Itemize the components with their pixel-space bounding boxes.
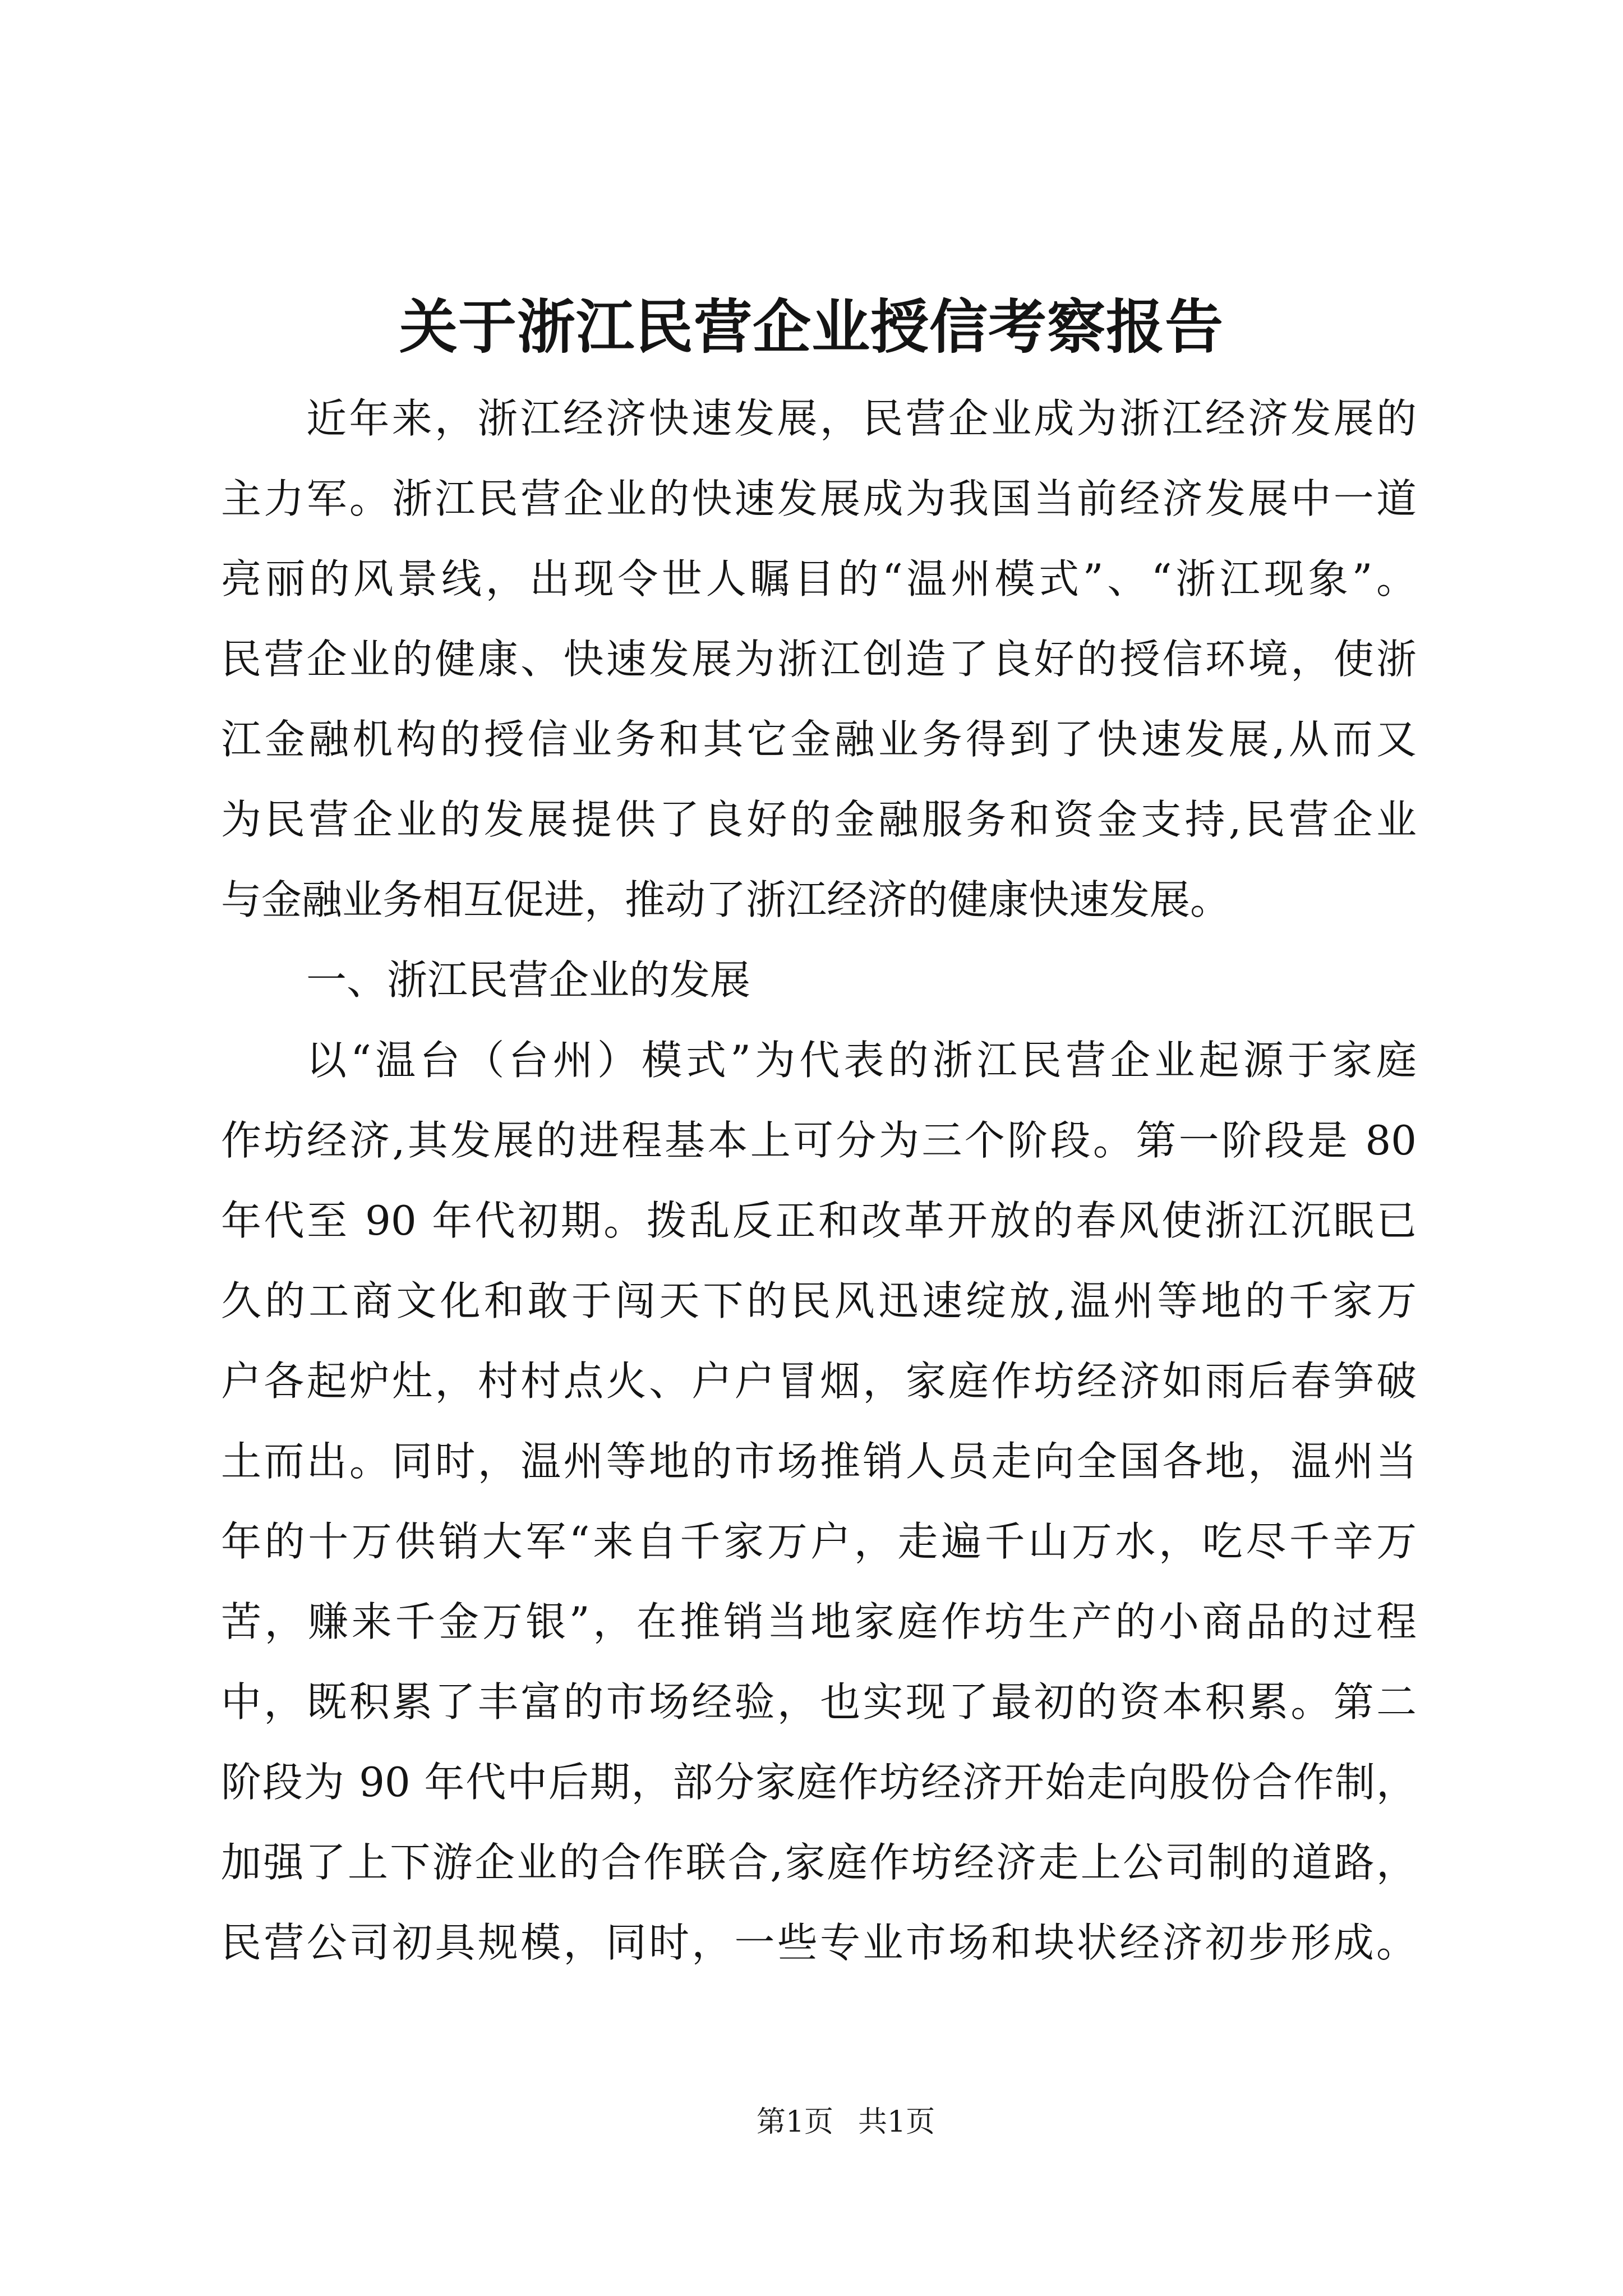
body-line: 苦，赚来千金万银”，在推销当地家庭作坊生产的小商品的过程 xyxy=(221,1598,1417,1645)
body-line: 主力军。浙江民营企业的快速发展成为我国当前经济发展中一道 xyxy=(221,475,1417,522)
body-line: 与金融业务相互促进，推动了浙江经济的健康快速发展。 xyxy=(221,876,1231,923)
body-line: 年代至 90 年代初期。拨乱反正和改革开放的春风使浙江沉眠已 xyxy=(221,1197,1417,1244)
body-line: 作坊经济,其发展的进程基本上可分为三个阶段。第一阶段是 80 xyxy=(221,1117,1417,1164)
page-footer xyxy=(649,2104,1042,2141)
body-line: 久的工商文化和敢于闯天下的民风迅速绽放,温州等地的千家万 xyxy=(221,1277,1417,1324)
body-line: 民营公司初具规模，同时，一些专业市场和块状经济初步形成。 xyxy=(221,1919,1417,1966)
page-total: 共1页 xyxy=(858,2105,935,2139)
body-line: 以“温台（台州）模式”为代表的浙江民营企业起源于家庭 xyxy=(306,1037,1417,1084)
paragraph-intro xyxy=(221,379,1417,940)
body-line: 户各起炉灶，村村点火、户户冒烟，家庭作坊经济如雨后春笋破 xyxy=(221,1358,1417,1405)
body-line: 年的十万供销大军“来自千家万户，走遍千山万水，吃尽千辛万 xyxy=(221,1518,1417,1565)
body-line: 中，既积累了丰富的市场经验，也实现了最初的资本积累。第二 xyxy=(221,1678,1417,1726)
body-line: 江金融机构的授信业务和其它金融业务得到了快速发展,从而又 xyxy=(221,716,1417,763)
body-line: 亮丽的风景线，出现令世人瞩目的“温州模式”、“浙江现象”。 xyxy=(221,555,1417,602)
section-heading-text: 一、浙江民营企业的发展 xyxy=(306,956,751,1004)
page-number: 第1页 xyxy=(756,2105,833,2139)
section-heading xyxy=(221,940,1417,1020)
document-body xyxy=(221,379,1417,1983)
body-line: 为民营企业的发展提供了良好的金融服务和资金支持,民营企业 xyxy=(221,796,1417,843)
body-line: 加强了上下游企业的合作联合,家庭作坊经济走上公司制的道路， xyxy=(221,1839,1417,1886)
paragraph-development xyxy=(221,1020,1417,1983)
body-line: 阶段为 90 年代中后期，部分家庭作坊经济开始走向股份合作制， xyxy=(221,1759,1417,1806)
body-line: 近年来，浙江经济快速发展，民营企业成为浙江经济发展的 xyxy=(306,395,1417,442)
body-line: 土而出。同时，温州等地的市场推销人员走向全国各地，温州当 xyxy=(221,1438,1417,1485)
body-line: 民营企业的健康、快速发展为浙江创造了良好的授信环境，使浙 xyxy=(221,636,1417,683)
document-title: 关于浙江民营企业授信考察报告 xyxy=(399,292,1224,361)
